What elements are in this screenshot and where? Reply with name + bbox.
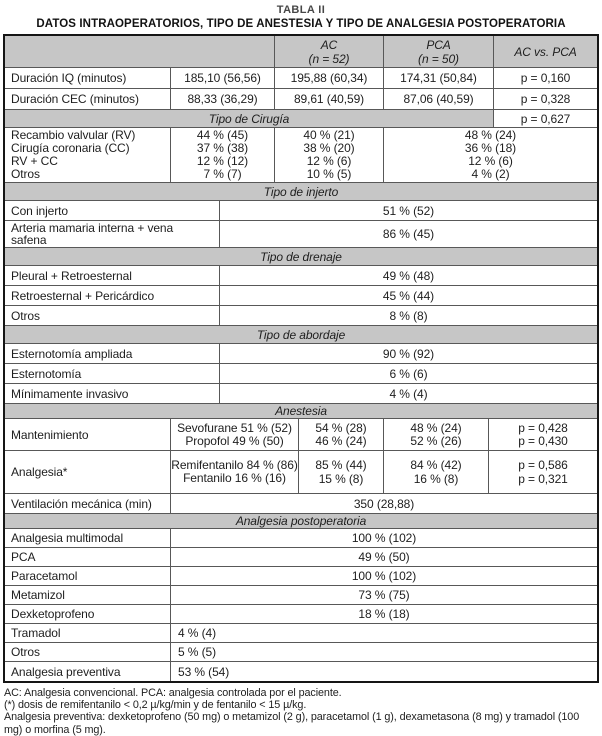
section-band-postoperatoria-row xyxy=(5,514,597,529)
header-vs-label: AC vs. PCA xyxy=(514,44,577,59)
value-total: Remifentanilo 84 % (86) xyxy=(171,458,298,472)
row-label: Otros xyxy=(5,643,171,661)
value-total: 6 % (6) xyxy=(389,366,428,381)
header-ac-label: AC xyxy=(320,37,338,52)
value-ac: 12 % (6) xyxy=(306,154,352,168)
row-label: Analgesia* xyxy=(5,451,171,493)
footnote-2: (*) dosis de remifentanilo < 0,2 µ/kg/min y de fentanilo < 15 µ/kg. xyxy=(4,699,307,712)
value-p: p = 0,160 xyxy=(520,71,571,85)
value-ac: 89,61 (40,59) xyxy=(275,89,384,109)
row-label: Arteria mamaria interna + vena safena xyxy=(5,221,220,247)
value-total: 44 % (45) xyxy=(196,128,249,142)
value-total: 185,10 (56,56) xyxy=(171,68,275,88)
row-drenaje-otros xyxy=(5,306,597,326)
row-label: Analgesia multimodal xyxy=(5,529,171,547)
section-band-injerto: Tipo de injerto xyxy=(5,183,597,200)
section-band-cirugia: Tipo de Cirugía xyxy=(5,110,494,127)
section-band-anestesia: Anestesia xyxy=(5,404,597,418)
analgesia-drugs xyxy=(171,451,299,493)
row-cirugia-block xyxy=(5,128,597,183)
row-tramadol xyxy=(5,624,597,643)
row-label: Otros xyxy=(11,167,40,181)
header-pca-label: PCA xyxy=(426,37,451,52)
row-ventilacion xyxy=(5,494,597,514)
section-band-anestesia-row xyxy=(5,404,597,419)
section-band-postoperatoria: Analgesia postoperatoria xyxy=(5,514,597,528)
mantenimiento-drugs xyxy=(171,419,299,450)
row-label: Cirugía coronaria (CC) xyxy=(11,141,130,155)
value-pca: 48 % (24) xyxy=(410,420,462,435)
value-ac: 40 % (21) xyxy=(303,128,355,142)
header-row xyxy=(5,36,597,68)
row-label: Esternotomía ampliada xyxy=(5,344,220,363)
row-pca xyxy=(5,548,597,567)
row-analgesia-preventiva xyxy=(5,662,597,681)
value-total: Fentanilo 16 % (16) xyxy=(183,471,286,485)
row-label: Dexketoprofeno xyxy=(5,605,171,623)
row-esternotomia xyxy=(5,364,597,384)
value-total: 73 % (75) xyxy=(358,588,410,602)
value-total: 86 % (45) xyxy=(382,227,435,241)
value-total: Propofol 49 % (50) xyxy=(185,433,284,448)
section-band-injerto-row xyxy=(5,183,597,201)
value-p: p = 0,428 xyxy=(518,420,568,435)
row-minimamente-invasivo xyxy=(5,384,597,404)
analgesia-pca xyxy=(384,451,489,493)
value-pca: 4 % (2) xyxy=(471,167,510,181)
value-p: p = 0,430 xyxy=(518,433,568,448)
value-ac: 54 % (28) xyxy=(315,420,367,435)
section-band-abordaje-row xyxy=(5,326,597,344)
footnote-3: Analgesia preventiva: dexketoprofeno (50 mg) o metamizol (2 g), paracetamol (1 g), dexametasona (8 mg) y tramadol (100 mg) o morfina (5 mg). xyxy=(4,711,580,736)
value-total: 100 % (102) xyxy=(351,569,417,583)
value-pca: 87,06 (40,59) xyxy=(384,89,494,109)
row-label: Retroesternal + Pericárdico xyxy=(5,286,220,305)
value-total: 49 % (50) xyxy=(358,550,410,564)
value-total: 88,33 (36,29) xyxy=(171,89,275,109)
mantenimiento-pca xyxy=(384,419,489,450)
analgesia-p xyxy=(489,451,597,493)
row-dexketoprofeno xyxy=(5,605,597,624)
value-total: 53 % (54) xyxy=(178,664,230,679)
row-arteria-mamaria xyxy=(5,221,597,248)
row-con-injerto xyxy=(5,201,597,221)
section-band-abordaje: Tipo de abordaje xyxy=(5,326,597,343)
mantenimiento-ac xyxy=(299,419,384,450)
row-label: Otros xyxy=(5,306,220,325)
value-total: 4 % (4) xyxy=(389,386,428,401)
row-analgesia-multimodal xyxy=(5,529,597,548)
value-ac: 85 % (44) xyxy=(315,458,367,472)
value-pca: 16 % (8) xyxy=(413,472,459,486)
row-label: Duración CEC (minutos) xyxy=(5,89,171,109)
row-mantenimiento xyxy=(5,419,597,451)
value-pca: 36 % (18) xyxy=(464,141,517,155)
value-p: p = 0,321 xyxy=(518,472,568,486)
cirugia-pca-merged xyxy=(384,128,597,182)
value-ac: 46 % (24) xyxy=(315,433,367,448)
row-label: Duración IQ (minutos) xyxy=(5,68,171,88)
value-total: 18 % (18) xyxy=(358,607,410,621)
row-label: Tramadol xyxy=(5,624,171,642)
value-total: 350 (28,88) xyxy=(353,496,415,511)
footnote-1: AC: Analgesia convencional. PCA: analgesia controlada por el paciente. xyxy=(4,687,342,699)
row-label: RV + CC xyxy=(11,154,58,168)
value-total: 12 % (12) xyxy=(196,154,249,168)
row-label: Mantenimiento xyxy=(5,419,171,450)
row-label: Ventilación mecánica (min) xyxy=(5,494,171,513)
value-total: 8 % (8) xyxy=(389,308,428,323)
value-ac: 10 % (5) xyxy=(306,167,352,181)
row-label: Mínimamente invasivo xyxy=(5,384,220,403)
table-title: TABLA II xyxy=(276,4,326,16)
value-pca: 48 % (24) xyxy=(464,128,517,142)
cirugia-total xyxy=(171,128,275,182)
header-ac xyxy=(275,36,384,67)
row-esternotomia-ampliada xyxy=(5,344,597,364)
section-band-cirugia-row xyxy=(5,110,597,128)
row-label: PCA xyxy=(5,548,171,566)
value-total: 45 % (44) xyxy=(382,288,435,303)
row-pleural-retroesternal xyxy=(5,266,597,286)
header-pca xyxy=(384,36,494,67)
header-empty-cell xyxy=(5,36,275,67)
value-pca: 84 % (42) xyxy=(410,458,462,472)
row-label: Analgesia preventiva xyxy=(5,662,171,681)
row-label: Recambio valvular (RV) xyxy=(11,128,136,142)
row-retroesternal-pericardico xyxy=(5,286,597,306)
value-total: 37 % (38) xyxy=(196,141,249,155)
value-total: Sevofurane 51 % (52) xyxy=(177,420,292,435)
cirugia-ac xyxy=(275,128,384,182)
value-ac: 195,88 (60,34) xyxy=(275,68,384,88)
mantenimiento-p xyxy=(489,419,597,450)
row-metamizol xyxy=(5,586,597,605)
row-duracion-iq xyxy=(5,68,597,89)
section-band-drenaje-row xyxy=(5,248,597,266)
table-subtitle: DATOS INTRAOPERATORIOS, TIPO DE ANESTESIA Y TIPO DE ANALGESIA POSTOPERATORIA xyxy=(36,18,566,30)
value-total: 100 % (102) xyxy=(351,531,417,545)
value-total: 51 % (52) xyxy=(382,203,435,218)
table-caption xyxy=(0,0,602,30)
value-total: 4 % (4) xyxy=(178,626,216,640)
header-ac-n: (n = 52) xyxy=(308,51,350,66)
row-label: Esternotomía xyxy=(5,364,220,383)
value-p: p = 0,586 xyxy=(518,458,568,472)
value-p: p = 0,627 xyxy=(520,111,571,126)
row-label: Paracetamol xyxy=(5,567,171,585)
value-ac: 15 % (8) xyxy=(318,472,364,486)
row-paracetamol xyxy=(5,567,597,586)
value-total: 90 % (92) xyxy=(382,346,435,361)
value-total: 7 % (7) xyxy=(203,167,242,181)
data-table xyxy=(3,34,599,683)
value-total: 49 % (48) xyxy=(382,268,435,283)
row-label: Con injerto xyxy=(5,201,220,220)
analgesia-ac xyxy=(299,451,384,493)
row-label: Pleural + Retroesternal xyxy=(5,266,220,285)
row-postop-otros xyxy=(5,643,597,662)
row-duracion-cec xyxy=(5,89,597,110)
header-pca-n: (n = 50) xyxy=(418,51,459,66)
value-ac: 38 % (20) xyxy=(303,141,355,155)
value-pca: 12 % (6) xyxy=(468,154,513,168)
value-p: p = 0,328 xyxy=(520,92,571,106)
value-pca: 52 % (26) xyxy=(410,433,462,448)
cirugia-labels xyxy=(5,128,171,182)
footnotes xyxy=(4,687,598,736)
header-ac-vs-pca xyxy=(494,36,597,67)
row-analgesia xyxy=(5,451,597,494)
row-label: Metamizol xyxy=(5,586,171,604)
section-band-drenaje: Tipo de drenaje xyxy=(5,248,597,265)
value-pca: 174,31 (50,84) xyxy=(384,68,494,88)
value-total: 5 % (5) xyxy=(178,645,216,659)
